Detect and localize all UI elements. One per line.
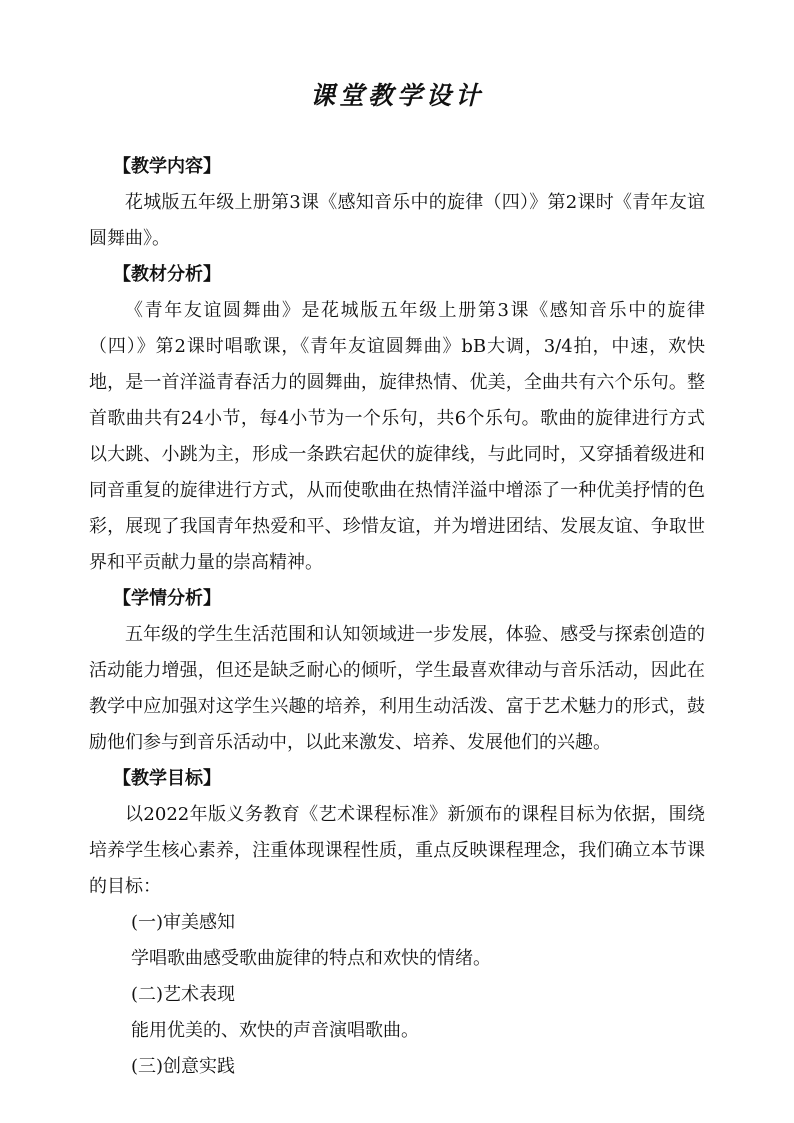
section-heading-teaching-content: 【教学内容】	[113, 156, 221, 177]
goal-label-artistic-expression: (二)艺术表现	[131, 984, 236, 1005]
goal-label-aesthetic-perception: (一)审美感知	[131, 912, 236, 933]
section-heading-material-analysis: 【教材分析】	[113, 264, 221, 285]
document-body	[89, 149, 705, 1085]
goal-text-artistic-expression: 能用优美的、欢快的声音演唱歌曲。	[131, 1020, 419, 1041]
goal-label-creative-practice: (三)创意实践	[131, 1056, 236, 1077]
section-paragraph-teaching-goals: 以2022年版义务教育《艺术课程标准》新颁布的课程目标为依据，围绕培养学生核心素养，注重体现课程性质，重点反映课程理念，我们确立本节课的目标：	[89, 804, 705, 897]
document-title: 课堂教学设计	[309, 81, 484, 110]
section-paragraph-student-analysis: 五年级的学生生活范围和认知领域进一步发展，体验、感受与探索创造的活动能力增强，但还是缺乏耐心的倾听，学生最喜欢律动与音乐活动，因此在教学中应加强对这学生兴趣的培养，利用生动活泼、富于艺术魅力的形式，鼓励他们参与到音乐活动中，以此来激发、培养、发展他们的兴趣。	[89, 624, 705, 753]
section-paragraph-teaching-content: 花城版五年级上册第3课《感知音乐中的旋律（四）》第2课时《青年友谊圆舞曲》。	[89, 192, 705, 249]
section-paragraph-material-analysis: 《青年友谊圆舞曲》是花城版五年级上册第3课《感知音乐中的旋律（四）》第2课时唱歌课，《青年友谊圆舞曲》bB大调，3/4拍，中速，欢快地，是一首洋溢青春活力的圆舞曲，旋律热情、优美，全曲共有六个乐句。整首歌曲共有24小节，每4小节为一个乐句，共6个乐句。歌曲的旋律进行方式以大跳、小跳为主，形成一条跌宕起伏的旋律线，与此同时，又穿插着级进和同音重复的旋律进行方式，从而使歌曲在热情洋溢中增添了一种优美抒情的色彩，展现了我国青年热爱和平、珍惜友谊，并为增进团结、发展友谊、争取世界和平贡献力量的崇高精神。	[89, 300, 705, 573]
goal-text-aesthetic-perception: 学唱歌曲感受歌曲旋律的特点和欢快的情绪。	[131, 948, 491, 969]
section-heading-teaching-goals: 【教学目标】	[113, 768, 221, 789]
section-heading-student-analysis: 【学情分析】	[113, 588, 221, 609]
